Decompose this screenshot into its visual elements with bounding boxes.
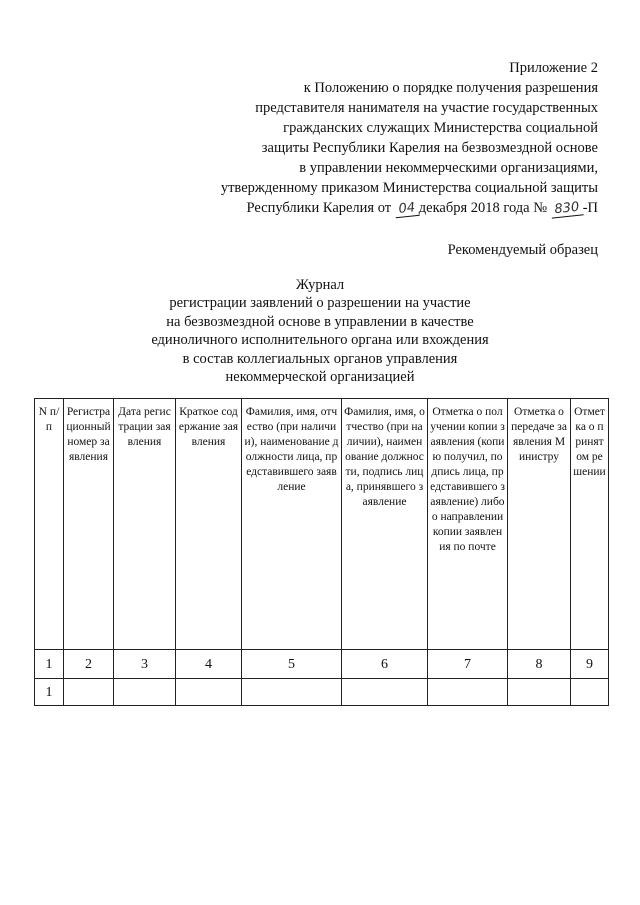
journal-title	[120, 276, 520, 386]
header-cell: Фамилия, имя, отчество (при наличии), наименование должности лица, представившего заявление	[242, 399, 342, 650]
header-cell: N п/п	[35, 399, 64, 650]
order-date-line	[128, 198, 598, 218]
title-line: Журнал	[295, 277, 345, 293]
table-cell	[176, 679, 242, 706]
table-row	[35, 679, 609, 706]
appendix-line: гражданских служащих Министерства социальной	[283, 120, 598, 136]
column-number: 9	[571, 650, 609, 679]
column-number: 8	[508, 650, 571, 679]
header-cell: Краткое содержание заявления	[176, 399, 242, 650]
header-cell: Отметка о получении копии заявления (копию получил, подпись лица, представившего заявление) либо о направлении копии заявления по почте	[428, 399, 508, 650]
title-line: единоличного исполнительного органа или вхождения	[151, 332, 489, 349]
handwritten-day: 04	[394, 201, 419, 218]
journal-table	[34, 398, 609, 706]
header-cell: Отметка о передаче заявления Министру	[508, 399, 571, 650]
appendix-line: в управлении некоммерческими организациями,	[299, 160, 598, 176]
column-number: 4	[176, 650, 242, 679]
appendix-line: к Положению о порядке получения разрешения	[303, 80, 598, 96]
title-line: в состав коллегиальных органов управления	[182, 350, 458, 367]
table-header-row	[35, 399, 609, 650]
column-number: 3	[114, 650, 176, 679]
table-cell	[428, 679, 508, 706]
title-line: некоммерческой организацией	[225, 369, 415, 386]
title-line: на безвозмездной основе в управлении в качестве	[166, 313, 474, 330]
header-cell: Фамилия, имя, отчество (при наличии), наименование должности, подпись лица, принявшего заявление	[342, 399, 428, 650]
table-cell	[64, 679, 114, 706]
order-line-prefix: Республики Карелия от	[246, 200, 392, 216]
column-number: 7	[428, 650, 508, 679]
column-number-row	[35, 650, 609, 679]
table-cell	[571, 679, 609, 706]
column-number: 5	[242, 650, 342, 679]
recommended-sample-label: Рекомендуемый образец	[447, 242, 598, 258]
appendix-line: Приложение 2	[509, 60, 598, 76]
table-cell: 1	[35, 679, 64, 706]
table-cell	[242, 679, 342, 706]
order-date-text: декабря 2018 года №	[418, 200, 548, 216]
column-number: 2	[64, 650, 114, 679]
header-cell: Дата регистрации заявления	[114, 399, 176, 650]
header-cell: Регистрационный номер заявления	[64, 399, 114, 650]
handwritten-order-number: 830	[550, 200, 583, 218]
title-line: регистрации заявлений о разрешении на участие	[169, 295, 471, 312]
appendix-line: утвержденному приказом Министерства социальной защиты	[220, 180, 598, 196]
appendix-line: защиты Республики Карелия на безвозмездной основе	[261, 140, 598, 156]
table-cell	[342, 679, 428, 706]
order-number-suffix: -П	[582, 200, 598, 216]
column-number: 6	[342, 650, 428, 679]
appendix-line: представителя нанимателя на участие государственных	[255, 100, 598, 116]
column-number: 1	[35, 650, 64, 679]
table-cell	[114, 679, 176, 706]
header-cell: Отметка о принятом решении	[571, 399, 609, 650]
appendix-header	[128, 58, 598, 218]
table-cell	[508, 679, 571, 706]
